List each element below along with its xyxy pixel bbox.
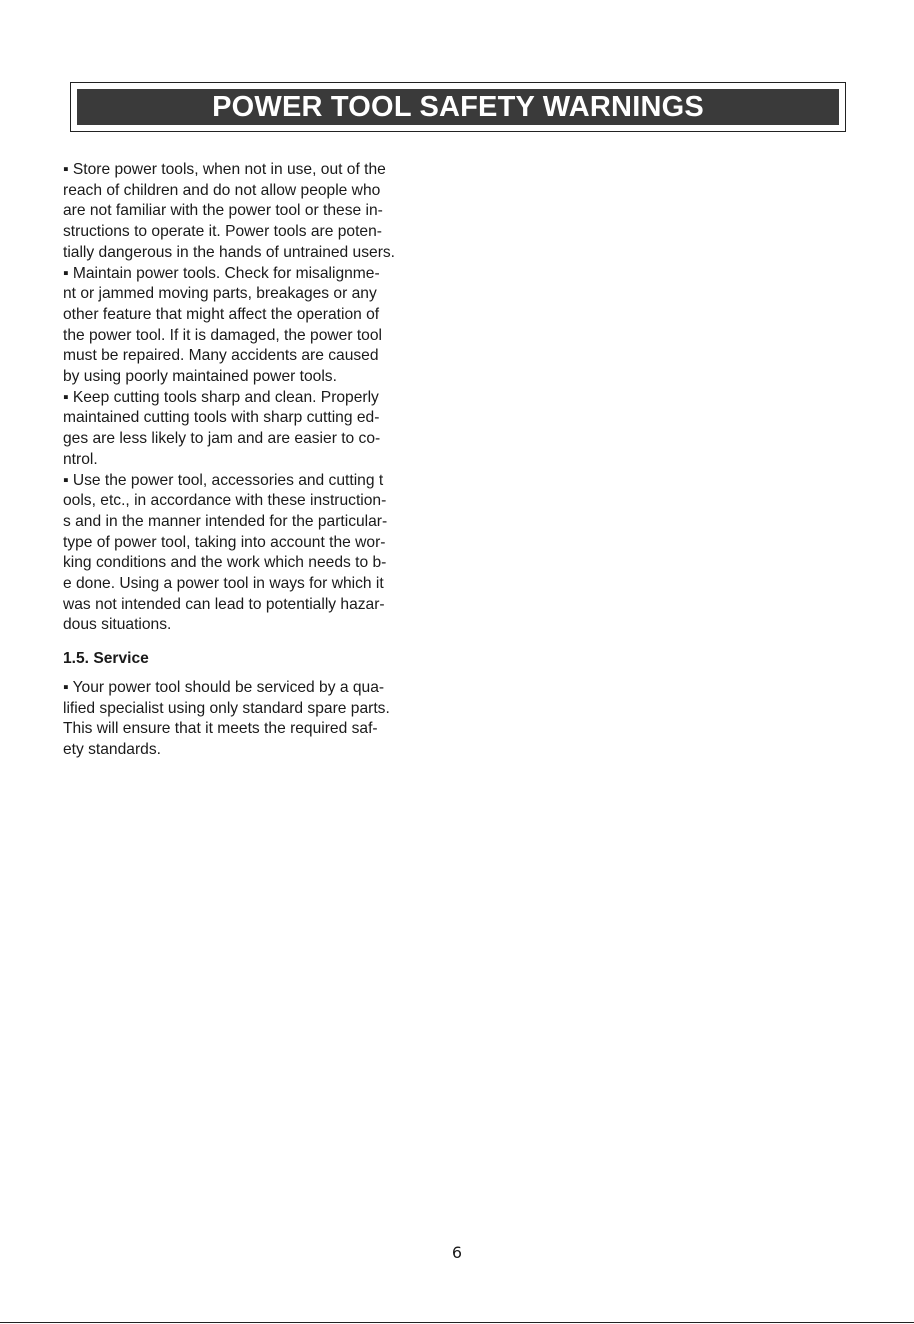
body-line: tially dangerous in the hands of untrained users. bbox=[63, 243, 396, 261]
body-line: s and in the manner intended for the particular- bbox=[63, 512, 388, 530]
body-line: ▪ Store power tools, when not in use, out of the bbox=[63, 161, 386, 178]
service-line: lified specialist using only standard spare parts. bbox=[63, 699, 390, 717]
body-line: ntrol. bbox=[63, 450, 98, 468]
body-line: ools, etc., in accordance with these instruction- bbox=[63, 492, 387, 510]
body-line: ▪ Use the power tool, accessories and cutting t bbox=[63, 471, 384, 489]
body-line: other feature that might affect the operation of bbox=[63, 305, 380, 323]
body-line: dous situations. bbox=[63, 616, 172, 634]
header-bar bbox=[77, 89, 839, 125]
body-line: maintained cutting tools with sharp cutting ed- bbox=[63, 409, 380, 427]
body-line: ges are less likely to jam and are easier to co- bbox=[63, 430, 381, 448]
service-line: ▪ Your power tool should be serviced by a qua- bbox=[63, 678, 385, 696]
body-line: king conditions and the work which needs to b- bbox=[63, 554, 387, 572]
service-line: This will ensure that it meets the required saf- bbox=[63, 720, 378, 738]
body-line: are not familiar with the power tool or these in- bbox=[63, 202, 383, 220]
main-content bbox=[63, 160, 435, 761]
section-heading-service: 1.5. Service bbox=[63, 650, 149, 668]
body-line: type of power tool, taking into account the wor- bbox=[63, 533, 386, 551]
body-line: by using poorly maintained power tools. bbox=[63, 368, 337, 386]
body-line: ▪ Maintain power tools. Check for misalignme- bbox=[63, 264, 380, 282]
body-line: was not intended can lead to potentially hazar- bbox=[63, 595, 385, 613]
page-number: 6 bbox=[451, 1243, 463, 1262]
body-line: nt or jammed moving parts, breakages or any bbox=[63, 285, 377, 303]
body-line: structions to operate it. Power tools are poten- bbox=[63, 223, 382, 241]
page-title: POWER TOOL SAFETY WARNINGS bbox=[212, 90, 704, 123]
bottom-divider bbox=[0, 1322, 914, 1323]
body-line: reach of children and do not allow people who bbox=[63, 181, 381, 199]
service-line: ety standards. bbox=[63, 740, 161, 758]
body-line: the power tool. If it is damaged, the power tool bbox=[63, 326, 382, 344]
body-line: must be repaired. Many accidents are caused bbox=[63, 347, 379, 365]
body-line: ▪ Keep cutting tools sharp and clean. Properly bbox=[63, 388, 379, 406]
header-frame bbox=[70, 82, 846, 132]
body-line: e done. Using a power tool in ways for which it bbox=[63, 575, 384, 593]
